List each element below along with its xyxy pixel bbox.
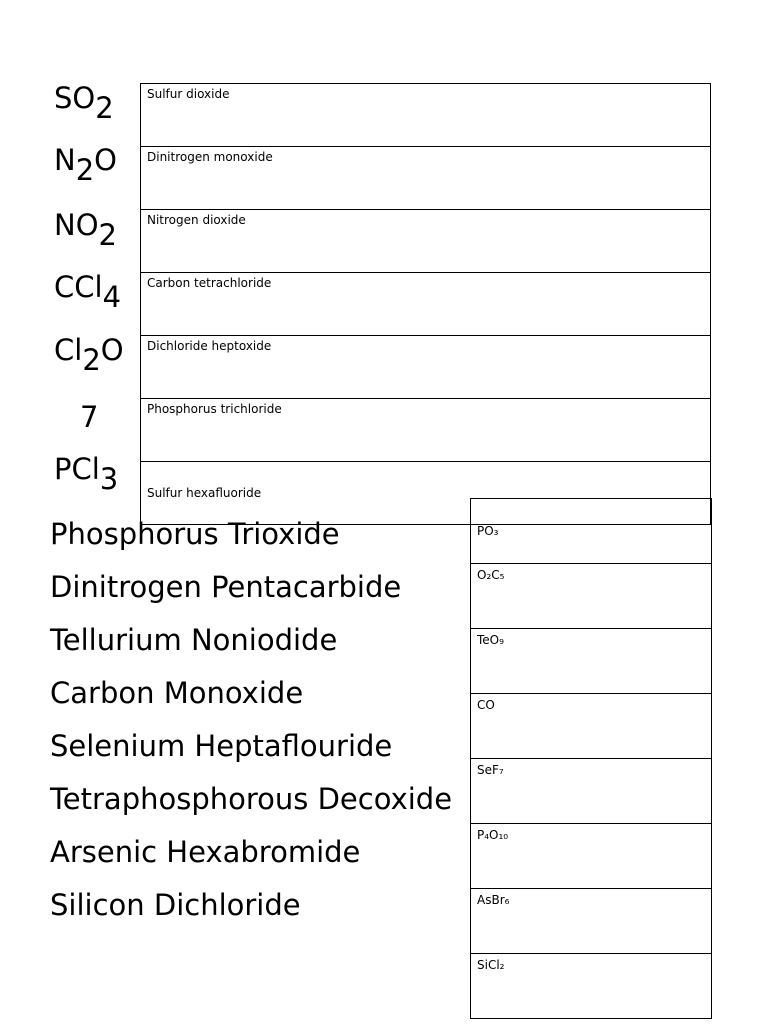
formula-main: N xyxy=(54,143,76,177)
formula-main: 7 xyxy=(80,400,99,434)
table-row xyxy=(141,147,711,210)
table-row xyxy=(471,564,712,629)
table-row xyxy=(471,759,712,824)
answer-cell[interactable]: Dinitrogen monoxide xyxy=(141,147,711,210)
table-row xyxy=(471,824,712,889)
formula-sub: 4 xyxy=(102,280,122,314)
formula-main: Cl xyxy=(54,333,83,367)
formula-main: CCl xyxy=(54,270,103,304)
answer-cell[interactable]: CO xyxy=(471,694,712,759)
formula-answer-table xyxy=(140,83,711,525)
answer-cell[interactable]: Carbon tetrachloride xyxy=(141,273,711,336)
formula-cl2o xyxy=(54,333,124,377)
table-row xyxy=(471,629,712,694)
formula-main: PCl xyxy=(54,452,100,486)
compound-name: Selenium Heptaflouride xyxy=(50,729,393,763)
compound-name: Tetraphosphorous Decoxide xyxy=(50,782,453,816)
answer-cell[interactable]: Phosphorus trichloride xyxy=(141,399,711,462)
compound-name: Arsenic Hexabromide xyxy=(50,835,361,869)
answer-cell[interactable]: TeO₉ xyxy=(471,629,712,694)
formula-sub: 2 xyxy=(82,343,101,377)
formula-subscript-7 xyxy=(80,400,99,434)
formula-tail: O xyxy=(94,143,117,177)
compound-name: Phosphorus Trioxide xyxy=(50,517,340,551)
table-row xyxy=(471,694,712,759)
formula-ccl4 xyxy=(54,270,122,314)
answer-cell[interactable]: P₄O₁₀ xyxy=(471,824,712,889)
formula-sub: 2 xyxy=(75,153,95,187)
table-row xyxy=(471,889,712,954)
formula-tail: O xyxy=(100,333,124,367)
answer-cell[interactable]: SeF₇ xyxy=(471,759,712,824)
table-row xyxy=(471,954,712,1019)
formula-no2 xyxy=(54,208,117,252)
formula-n2o xyxy=(54,143,117,187)
table-row xyxy=(141,399,711,462)
compound-name: Dinitrogen Pentacarbide xyxy=(50,570,402,604)
compound-name: Silicon Dichloride xyxy=(50,888,301,922)
formula-main: NO xyxy=(54,208,99,242)
answer-cell[interactable]: Sulfur hexafluoride xyxy=(141,462,711,525)
table-row xyxy=(141,273,711,336)
table-row xyxy=(141,84,711,147)
answer-cell[interactable]: Dichloride heptoxide xyxy=(141,336,711,399)
answer-cell[interactable]: O₂C₅ xyxy=(471,564,712,629)
formula-main: SO xyxy=(54,81,96,115)
formula-sub: 2 xyxy=(95,91,114,125)
name-answer-table xyxy=(470,498,712,1019)
table-row xyxy=(141,336,711,399)
formula-pcl3 xyxy=(54,452,119,496)
answer-cell[interactable]: Nitrogen dioxide xyxy=(141,210,711,273)
table-row xyxy=(141,210,711,273)
formula-so2 xyxy=(54,81,114,125)
answer-cell[interactable]: AsBr₆ xyxy=(471,889,712,954)
answer-cell[interactable]: PO₃ xyxy=(471,499,712,564)
formula-sub: 2 xyxy=(98,218,117,252)
compound-name: Tellurium Noniodide xyxy=(50,623,338,657)
table-row xyxy=(471,499,712,564)
answer-cell[interactable]: SiCl₂ xyxy=(471,954,712,1019)
answer-cell[interactable]: Sulfur dioxide xyxy=(141,84,711,147)
formula-sub: 3 xyxy=(99,462,119,496)
compound-name: Carbon Monoxide xyxy=(50,676,304,710)
